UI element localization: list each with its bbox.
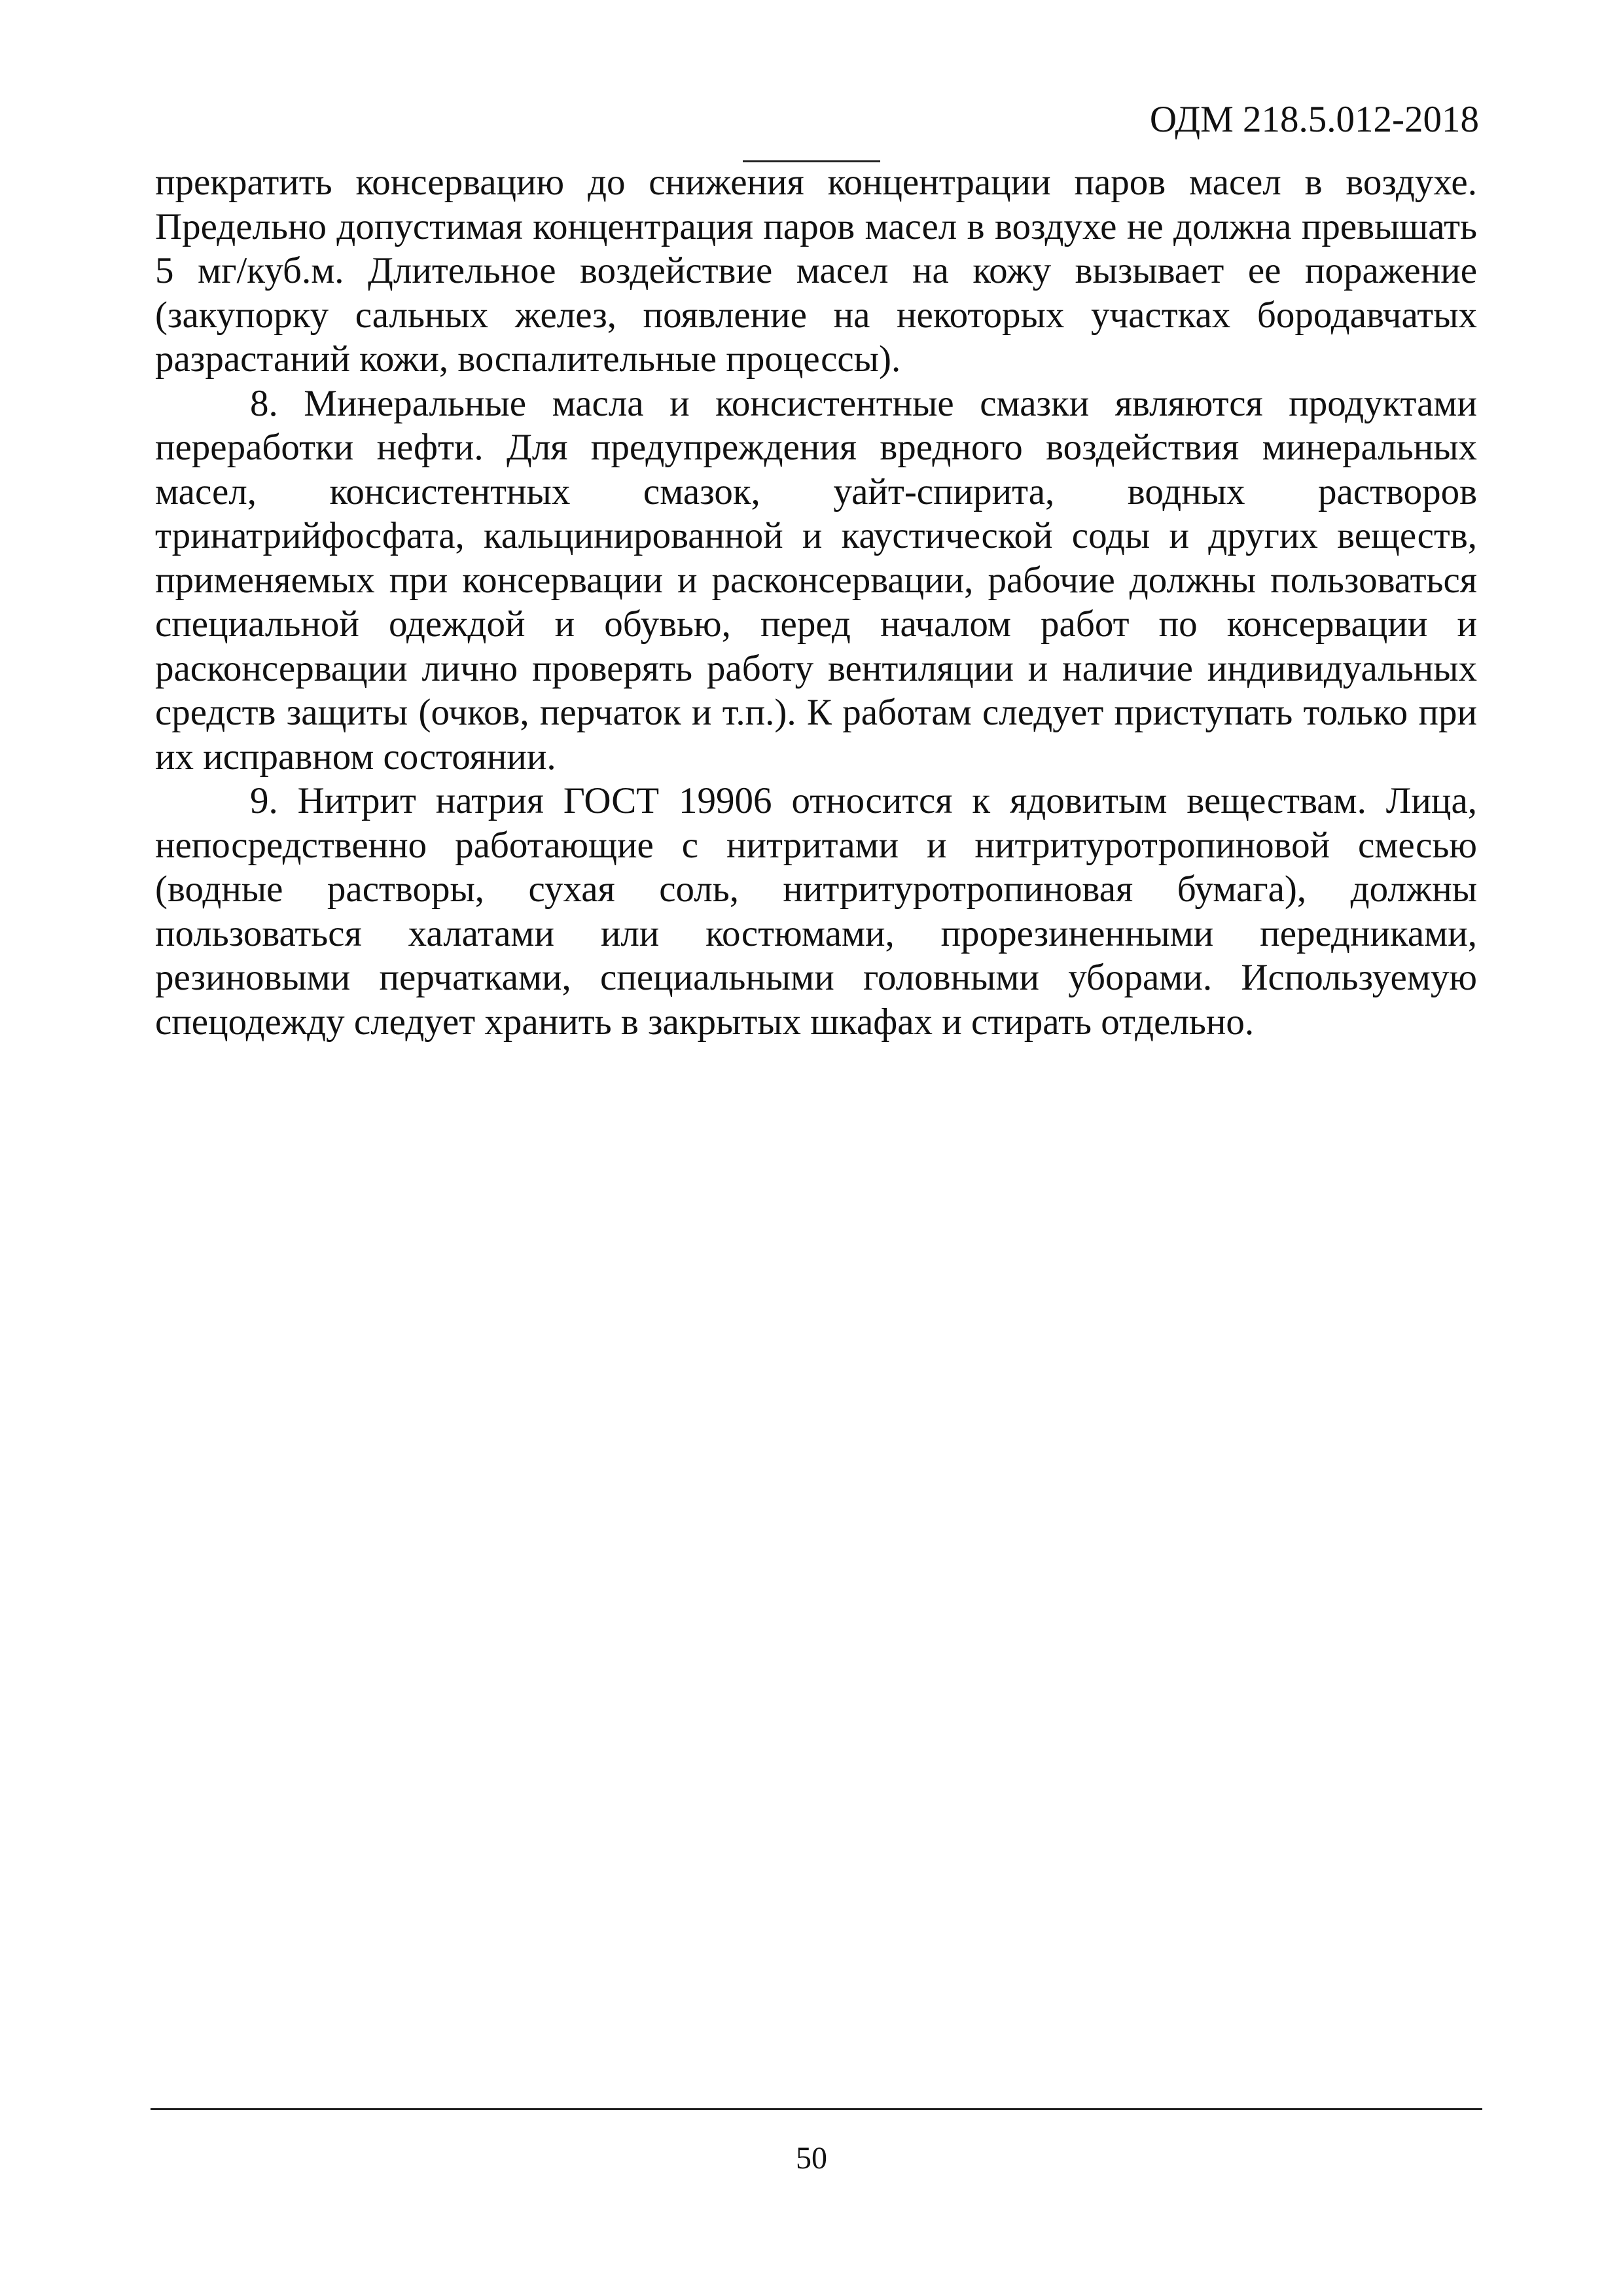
- document-code: ОДМ 218.5.012-2018: [1149, 99, 1479, 140]
- paragraph-item-8: 8. Минеральные масла и консистентные смазки являются продуктами переработки нефти. Для предупреждения вредного воздействия минеральных масел, консистентных смазок, уайт-спирита, водных растворов тринатрийфосфата, кальцинированной и каустической соды и других веществ, применяемых при консервации и расконсервации, рабочие должны пользоваться специальной одеждой и обувью, перед началом работ по консервации и расконсервации лично проверять работу вентиляции и наличие индивидуальных средств защиты (очков, перчаток и т.п.). К работам следует приступать только при их исправном состоянии.: [155, 382, 1477, 778]
- footer-divider: [151, 2108, 1482, 2110]
- document-body: [155, 160, 1477, 1044]
- paragraph-item-9: 9. Нитрит натрия ГОСТ 19906 относится к ядовитым веществам. Лица, непосредственно работающие с нитритами и нитритуротропиновой смесью (водные растворы, сухая соль, нитритуротропиновая бумага), должны пользоваться халатами или костюмами, прорезиненными передниками, резиновыми перчатками, специальными головными уборами. Используемую спецодежду следует хранить в закрытых шкафах и стирать отдельно.: [155, 780, 1477, 1043]
- paragraph-continuation: прекратить консервацию до снижения концентрации паров масел в воздухе. Предельно допустимая концентрация паров масел в воздухе не должна превышать 5 мг/куб.м. Длительное воздействие масел на кожу вызывает ее поражение (закупорку сальных желез, появление на некоторых участках бородавчатых разрастаний кожи, воспалительные процессы).: [155, 162, 1477, 380]
- page-number: 50: [796, 2141, 827, 2176]
